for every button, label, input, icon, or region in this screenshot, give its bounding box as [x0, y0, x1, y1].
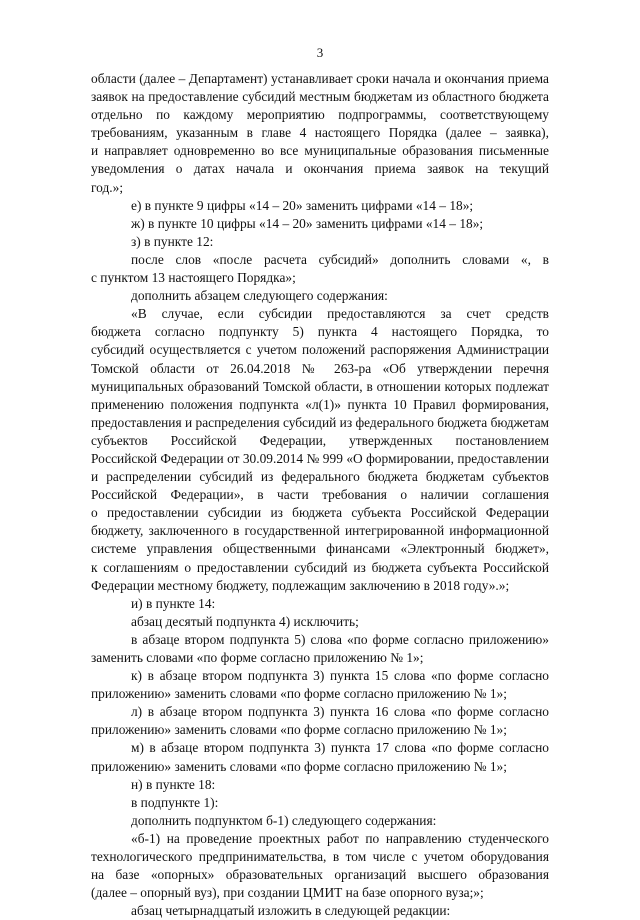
text-line: л) в абзаце втором подпункта 3) пункта 16 слова «по форме согласно — [131, 704, 549, 720]
text-line: предоставления и распределения субсидий из федерального бюджета бюджетам — [91, 414, 549, 430]
text-line: приложению» заменить словами «по форме согласно приложению № 1»; — [91, 722, 507, 738]
text-line: в подпункте 1): — [131, 794, 219, 810]
text-line: «В случае, если субсидии предоставляются за счет средств — [131, 306, 549, 322]
text-line: муниципальных образований Томской области, в отношении которых подлежат — [91, 378, 549, 394]
text-line: субсидий осуществляется с учетом положений распоряжения Администрации — [91, 342, 549, 358]
text-line: и распределении субсидий из федерального бюджета бюджетам субъектов — [91, 469, 549, 485]
text-line: заменить словами «по форме согласно приложению № 1»; — [91, 650, 424, 665]
text-line: ж) в пункте 10 цифры «14 – 20» заменить цифрами «14 – 18»; — [131, 215, 484, 231]
text-line: системе управления общественными финансами «Электронный бюджет», — [91, 541, 549, 557]
text-line: дополнить абзацем следующего содержания: — [131, 288, 388, 304]
text-line: Федерации местному бюджету, подлежащим заключению в 2018 году».»; — [91, 577, 510, 593]
text-line: дополнить подпунктом б-1) следующего содержания: — [131, 812, 437, 828]
page-number: 3 — [316, 45, 324, 60]
text-line: отдельно по каждому мероприятию подпрограммы, соответствующему — [91, 107, 549, 123]
text-line: е) в пункте 9 цифры «14 – 20» заменить цифрами «14 – 18»; — [131, 197, 474, 213]
text-line: (далее – опорный вуз), при создании ЦМИТ на базе опорного вуза;»; — [91, 885, 484, 901]
text-line: «б-1) на проведение проектных работ по направлению студенческого — [131, 830, 549, 846]
document-body — [91, 70, 549, 920]
text-line: н) в пункте 18: — [131, 776, 216, 792]
text-line: заявок на предоставление субсидий местным бюджетам из областного бюджета — [91, 89, 549, 105]
text-line: на базе «опорных» образовательных организаций высшего образования — [91, 867, 549, 883]
text-line: уведомления о датах начала и окончания приема заявок на текущий — [91, 161, 549, 177]
text-line: бюджета согласно подпункту 5) пункта 4 настоящего Порядка, то — [91, 324, 549, 340]
text-line: о предоставлении субсидии из бюджета субъекта Российской Федерации — [91, 505, 549, 521]
text-line: Российской Федерации от 30.09.2014 № 999 «О формировании, предоставлении — [91, 450, 549, 466]
text-line: после слов «после расчета субсидий» дополнить словами «, в — [131, 251, 549, 267]
text-line: технологического предпринимательства, в том числе с учетом оборудования — [91, 849, 549, 865]
text-line: бюджету, заключенного в государственной интегрированной информационной — [91, 523, 549, 539]
text-line: приложению» заменить словами «по форме согласно приложению № 1»; — [91, 758, 507, 774]
text-line: и) в пункте 14: — [131, 595, 216, 611]
text-line: абзац десятый подпункта 4) исключить; — [131, 613, 359, 629]
text-line: Томской области от 26.04.2018 № 263-ра «Об утверждении перечня — [91, 360, 549, 376]
text-line: к соглашениям о предоставлении субсидий из бюджета субъекта Российской — [91, 559, 549, 575]
text-line: приложению» заменить словами «по форме согласно приложению № 1»; — [91, 686, 507, 702]
text-line: области (далее – Департамент) устанавливает сроки начала и окончания приема — [91, 71, 549, 86]
text-line: применению положения подпункта «л(1)» пункта 10 Правил формирования, — [91, 396, 549, 412]
text-line: субъектов Российской Федерации, утвержденных постановлением — [91, 432, 549, 448]
text-line: год.»; — [91, 179, 124, 195]
text-line: м) в абзаце втором подпункта 3) пункта 17 слова «по форме согласно — [131, 740, 549, 756]
text-line: и направляет одновременно во все муниципальные образования письменные — [91, 143, 549, 159]
text-line: с пунктом 13 настоящего Порядка»; — [91, 270, 296, 286]
text-line: к) в абзаце втором подпункта 3) пункта 15 слова «по форме согласно — [131, 668, 549, 684]
text-line: требованиям, указанным в главе 4 настоящего Порядка (далее – заявка), — [91, 125, 549, 141]
text-line: в абзаце втором подпункта 5) слова «по форме согласно приложению» — [131, 631, 549, 647]
text-line: Российской Федерации», в части требования о наличии соглашения — [91, 487, 549, 503]
text-line: з) в пункте 12: — [131, 233, 214, 249]
text-line: абзац четырнадцатый изложить в следующей редакции: — [131, 903, 451, 919]
